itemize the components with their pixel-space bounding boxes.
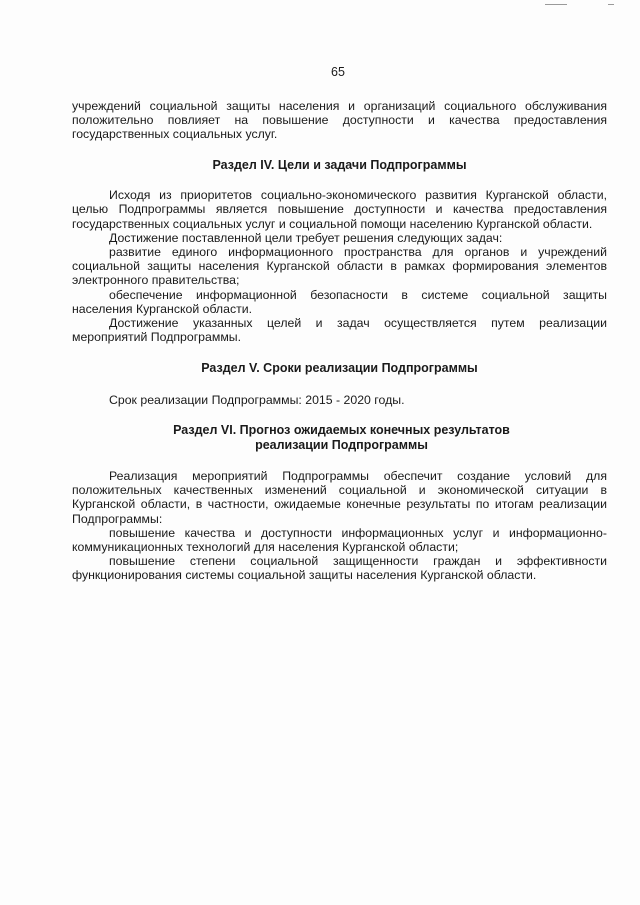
section-6-title xyxy=(72,423,607,452)
section-6-title-line-2: реализации Подпрограммы xyxy=(255,437,428,452)
intro-paragraph: учреждений социальной защиты населения и организаций социального обслуживания положительно повлияет на повышение доступности и качества предоставления государственных социальных услуг. xyxy=(72,99,607,142)
section-5-paragraph-1: Срок реализации Подпрограммы: 2015 - 2020 годы. xyxy=(109,392,405,407)
section-4-title: Раздел IV. Цели и задачи Подпрограммы xyxy=(212,157,467,172)
page-number: 65 xyxy=(331,65,345,79)
section-6-result-2: повышение степени социальной защищенности граждан и эффективности функционирования системы социальной защиты населения Курганской области. xyxy=(72,554,607,583)
section-6-title-line-1: Раздел VI. Прогноз ожидаемых конечных результатов xyxy=(173,423,510,438)
section-4-paragraph-5: Достижение указанных целей и задач осуществляется путем реализации мероприятий Подпрограммы. xyxy=(72,315,607,345)
section-6-paragraph-1: Реализация мероприятий Подпрограммы обеспечит создание условий для положительных качественных изменений социальной и экономической ситуации в Курганской области, в частности, ожидаемые конечные результаты по итогам реализации Подпрограммы: xyxy=(72,469,607,526)
scan-artifact xyxy=(545,4,567,5)
section-4-paragraph-1: Исходя из приоритетов социально-экономического развития Курганской области, целью Подпрограммы является повышение доступности и качества предоставления государственных социальных услуг и социальной помощи населению Курганской области. xyxy=(72,188,607,231)
document-body xyxy=(72,99,607,583)
section-6-result-1: повышение качества и доступности информационных услуг и информационно-коммуникационных технологий для населения Курганской области; xyxy=(72,525,607,555)
section-5-title: Раздел V. Сроки реализации Подпрограммы xyxy=(201,361,478,376)
scan-artifact xyxy=(608,4,614,5)
section-4-task-1: развитие единого информационного пространства для органов и учреждений социальной защиты населения Курганской области в рамках формирования элементов электронного правительства; xyxy=(72,244,607,288)
section-4-paragraph-2: Достижение поставленной цели требует решения следующих задач: xyxy=(109,230,503,245)
section-4-task-2: обеспечение информационной безопасности в системе социальной защиты населения Курганской области. xyxy=(72,287,607,316)
